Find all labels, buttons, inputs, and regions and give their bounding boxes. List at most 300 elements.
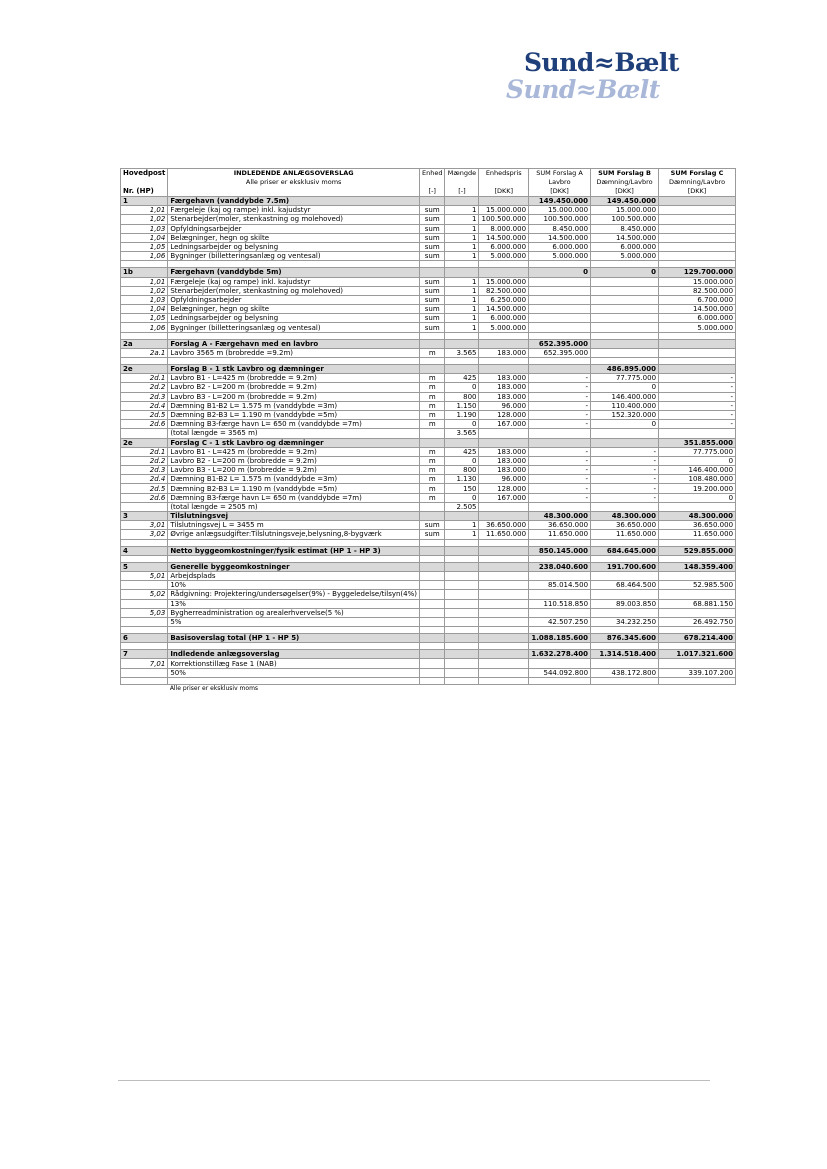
- cell-unit-price: [479, 512, 529, 521]
- cell-sum-c: -: [659, 410, 736, 419]
- cell-unit-price: [479, 571, 529, 580]
- cell-nr: 1,02: [121, 286, 168, 295]
- cell-unit-price: [479, 590, 529, 599]
- cell-description: Lavbro 3565 m (brobredde =9.2m): [168, 348, 420, 357]
- cell-sum-c: 26.492.750: [659, 617, 736, 626]
- table-row: [121, 466, 736, 475]
- table-row: [121, 484, 736, 493]
- cell-nr: [121, 261, 168, 268]
- cell-unit: [420, 268, 445, 277]
- cell-sum-b: 36.650.000: [591, 521, 659, 530]
- cell-sum-a: [529, 659, 591, 668]
- cell-nr: 1,03: [121, 295, 168, 304]
- cell-description: Belægninger, hegn og skilte: [168, 305, 420, 314]
- cell-unit: sum: [420, 242, 445, 251]
- cell-unit: [420, 332, 445, 339]
- table-row: [121, 571, 736, 580]
- cell-sum-a: 14.500.000: [529, 233, 591, 242]
- cell-unit: m: [420, 484, 445, 493]
- cell-quantity: [445, 512, 479, 521]
- cell-nr: 2d.3: [121, 466, 168, 475]
- cell-sum-b: -: [591, 484, 659, 493]
- cell-sum-c: 52.985.500: [659, 581, 736, 590]
- cell-sum-b: 438.172.800: [591, 668, 659, 677]
- cell-sum-c: [659, 224, 736, 233]
- cell-nr: 2d.4: [121, 401, 168, 410]
- cell-description: Lavbro B3 - L=200 m (brobredde = 9.2m): [168, 466, 420, 475]
- cell-quantity: 3.565: [445, 348, 479, 357]
- cell-unit: sum: [420, 305, 445, 314]
- table-row: [121, 659, 736, 668]
- cell-sum-b: 11.650.000: [591, 530, 659, 539]
- header-sum-a: SUM Forslag A Lavbro [DKK]: [529, 169, 591, 197]
- cell-unit-price: [479, 627, 529, 634]
- cell-quantity: [445, 627, 479, 634]
- cost-estimate-table: [120, 168, 736, 693]
- table-row: [121, 599, 736, 608]
- cell-sum-c: [659, 358, 736, 365]
- cell-sum-c: [659, 659, 736, 668]
- cell-description: Indledende anlægsoverslag: [168, 650, 420, 659]
- cell-nr: 1b: [121, 268, 168, 277]
- cell-sum-c: 129.700.000: [659, 268, 736, 277]
- cell-quantity: [445, 659, 479, 668]
- cell-sum-a: 1.632.278.400: [529, 650, 591, 659]
- spacer-row: [121, 555, 736, 562]
- cell-unit: m: [420, 447, 445, 456]
- cell-description: Lavbro B3 - L=200 m (brobredde = 9.2m): [168, 392, 420, 401]
- cell-description: [168, 677, 420, 684]
- cell-nr: 1,03: [121, 224, 168, 233]
- cell-description: Dæmning B3-færge havn L= 650 m (vanddybde =7m): [168, 493, 420, 502]
- cell-sum-b: 34.232.250: [591, 617, 659, 626]
- cell-sum-c: 0: [659, 456, 736, 465]
- cell-sum-b: [591, 339, 659, 348]
- cell-sum-a: 42.507.250: [529, 617, 591, 626]
- cell-sum-a: [529, 277, 591, 286]
- table-row: [121, 314, 736, 323]
- cell-nr: [121, 668, 168, 677]
- spacer-row: [121, 643, 736, 650]
- cell-sum-b: 149.450.000: [591, 197, 659, 206]
- table-row: [121, 493, 736, 502]
- cell-sum-a: [529, 305, 591, 314]
- cell-unit-price: [479, 429, 529, 438]
- cell-unit: [420, 512, 445, 521]
- cell-sum-a: -: [529, 466, 591, 475]
- cell-nr: 2d.4: [121, 475, 168, 484]
- cell-sum-b: [591, 261, 659, 268]
- cell-unit: [420, 365, 445, 374]
- cell-unit: [420, 650, 445, 659]
- cell-sum-a: 1.088.185.600: [529, 634, 591, 643]
- cell-description: Forslag A - Færgehavn med en lavbro: [168, 339, 420, 348]
- cell-sum-b: 8.450.000: [591, 224, 659, 233]
- cell-sum-a: [529, 286, 591, 295]
- cell-unit-price: 167.000: [479, 420, 529, 429]
- cell-unit: [420, 659, 445, 668]
- cell-sum-c: 15.000.000: [659, 277, 736, 286]
- table-row: [121, 392, 736, 401]
- cell-unit-price: 5.000.000: [479, 252, 529, 261]
- cell-unit: [420, 634, 445, 643]
- cell-unit: [420, 627, 445, 634]
- cell-nr: 5,01: [121, 571, 168, 580]
- cell-sum-b: [591, 555, 659, 562]
- cell-sum-b: [591, 295, 659, 304]
- cell-nr: 5: [121, 562, 168, 571]
- cell-sum-a: [529, 429, 591, 438]
- cell-unit: sum: [420, 286, 445, 295]
- cell-sum-a: 15.000.000: [529, 206, 591, 215]
- cell-unit: sum: [420, 206, 445, 215]
- cell-sum-a: 652.395.000: [529, 339, 591, 348]
- cell-sum-a: [529, 295, 591, 304]
- table-row: [121, 456, 736, 465]
- cell-unit: [420, 555, 445, 562]
- cell-quantity: [445, 365, 479, 374]
- cell-unit-price: 96.000: [479, 475, 529, 484]
- cell-unit: [420, 581, 445, 590]
- logo-wordmark: Sund≈Bælt: [524, 48, 679, 77]
- cell-nr: 7,01: [121, 659, 168, 668]
- cell-description: Rådgivning: Projektering/undersøgelser(9%) - Byggeledelse/tilsyn(4%): [168, 590, 420, 599]
- cell-sum-b: -: [591, 447, 659, 456]
- cell-quantity: [445, 617, 479, 626]
- cell-sum-b: -: [591, 493, 659, 502]
- cell-sum-b: [591, 677, 659, 684]
- table-row: [121, 590, 736, 599]
- cell-quantity: 1: [445, 224, 479, 233]
- cell-unit-price: 167.000: [479, 493, 529, 502]
- cell-unit: sum: [420, 277, 445, 286]
- cell-unit: [420, 261, 445, 268]
- cell-nr: 1,05: [121, 242, 168, 251]
- section-row: [121, 634, 736, 643]
- cell-unit-price: [479, 261, 529, 268]
- table-row: [121, 252, 736, 261]
- cell-sum-b: 146.400.000: [591, 392, 659, 401]
- cell-sum-a: [529, 627, 591, 634]
- cell-unit-price: [479, 268, 529, 277]
- table-row: [121, 608, 736, 617]
- cell-sum-b: [591, 539, 659, 546]
- cell-unit: sum: [420, 233, 445, 242]
- cell-quantity: 0: [445, 493, 479, 502]
- section-row: [121, 562, 736, 571]
- cell-unit-price: 128.000: [479, 484, 529, 493]
- cell-sum-b: 14.500.000: [591, 233, 659, 242]
- cell-description: Stenarbejder(moler, stenkastning og molehoved): [168, 215, 420, 224]
- cell-sum-a: [529, 555, 591, 562]
- spacer-row: [121, 677, 736, 684]
- cell-sum-a: -: [529, 447, 591, 456]
- cell-unit: [420, 571, 445, 580]
- cell-description: Opfyldningsarbejder: [168, 295, 420, 304]
- header-sum-c: SUM Forslag C Dæmning/Lavbro [DKK]: [659, 169, 736, 197]
- cell-quantity: 3.565: [445, 429, 479, 438]
- cell-unit-price: 6.250.000: [479, 295, 529, 304]
- cell-sum-c: 0: [659, 493, 736, 502]
- cell-sum-c: [659, 348, 736, 357]
- cell-description: Færgehavn (vanddybde 7.5m): [168, 197, 420, 206]
- table-row: [121, 521, 736, 530]
- header-maengde: Mængde [-]: [445, 169, 479, 197]
- cell-unit: [420, 608, 445, 617]
- cell-sum-c: 6.700.000: [659, 295, 736, 304]
- cell-unit: sum: [420, 252, 445, 261]
- cell-quantity: [445, 268, 479, 277]
- cell-sum-c: [659, 502, 736, 511]
- cell-unit-price: 183.000: [479, 374, 529, 383]
- cell-unit-price: [479, 581, 529, 590]
- cell-quantity: 1: [445, 314, 479, 323]
- cell-sum-c: 351.855.000: [659, 438, 736, 447]
- cell-unit: [420, 617, 445, 626]
- cell-unit: sum: [420, 521, 445, 530]
- cell-sum-b: 1.314.518.400: [591, 650, 659, 659]
- cell-description: Færgeleje (kaj og rampe) inkl. kajudstyr: [168, 206, 420, 215]
- cell-quantity: [445, 581, 479, 590]
- cell-sum-c: [659, 332, 736, 339]
- cell-sum-c: 82.500.000: [659, 286, 736, 295]
- cell-quantity: 0: [445, 456, 479, 465]
- cell-unit-price: 128.000: [479, 410, 529, 419]
- cell-sum-b: [591, 608, 659, 617]
- cell-unit-price: 6.000.000: [479, 314, 529, 323]
- cell-unit: [420, 197, 445, 206]
- cell-sum-a: [529, 590, 591, 599]
- cell-sum-c: 77.775.000: [659, 447, 736, 456]
- cell-sum-a: -: [529, 475, 591, 484]
- cell-nr: [121, 332, 168, 339]
- section-row: [121, 438, 736, 447]
- cell-description: Dæmning B1-B2 L= 1.575 m (vanddybde =3m): [168, 475, 420, 484]
- cell-sum-a: -: [529, 484, 591, 493]
- cell-sum-c: [659, 539, 736, 546]
- cell-quantity: [445, 599, 479, 608]
- cell-description: Dæmning B2-B3 L= 1.190 m (vanddybde =5m): [168, 484, 420, 493]
- section-row: [121, 197, 736, 206]
- cell-unit: m: [420, 383, 445, 392]
- cell-sum-b: [591, 571, 659, 580]
- cell-sum-b: [591, 429, 659, 438]
- cell-nr: 2d.5: [121, 410, 168, 419]
- cell-sum-a: -: [529, 401, 591, 410]
- cell-sum-a: [529, 365, 591, 374]
- cell-unit-price: [479, 539, 529, 546]
- cell-quantity: [445, 677, 479, 684]
- cell-description: Tilslutningsvej L = 3455 m: [168, 521, 420, 530]
- table-row: [121, 348, 736, 357]
- cell-sum-b: [591, 314, 659, 323]
- cell-description: 5%: [168, 617, 420, 626]
- cell-sum-a: 110.518.850: [529, 599, 591, 608]
- cell-unit: m: [420, 493, 445, 502]
- cell-unit-price: [479, 634, 529, 643]
- cell-description: Arbejdsplads: [168, 571, 420, 580]
- cell-sum-a: [529, 261, 591, 268]
- footnote: Alle priser er eksklusiv moms: [169, 684, 259, 692]
- cell-description: [168, 358, 420, 365]
- cell-sum-a: -: [529, 392, 591, 401]
- cell-nr: 3: [121, 512, 168, 521]
- section-row: [121, 268, 736, 277]
- cell-quantity: [445, 634, 479, 643]
- table-row: [121, 668, 736, 677]
- cell-quantity: 1: [445, 323, 479, 332]
- footnote-row: [121, 684, 736, 693]
- cell-sum-c: 148.359.400: [659, 562, 736, 571]
- cell-quantity: [445, 197, 479, 206]
- cell-nr: 6: [121, 634, 168, 643]
- table-row: [121, 429, 736, 438]
- cell-sum-a: [529, 358, 591, 365]
- cell-unit-price: 6.000.000: [479, 242, 529, 251]
- cell-description: Netto byggeomkostninger/fysik estimat (HP 1 - HP 3): [168, 546, 420, 555]
- cell-sum-a: -: [529, 374, 591, 383]
- cell-description: [168, 627, 420, 634]
- cell-quantity: 1: [445, 252, 479, 261]
- cell-sum-a: 6.000.000: [529, 242, 591, 251]
- cell-sum-b: -: [591, 456, 659, 465]
- cell-sum-c: -: [659, 401, 736, 410]
- cell-sum-b: 486.895.000: [591, 365, 659, 374]
- cell-description: Stenarbejder(moler, stenkastning og molehoved): [168, 286, 420, 295]
- cell-sum-c: 5.000.000: [659, 323, 736, 332]
- cell-quantity: 0: [445, 383, 479, 392]
- cell-sum-b: [591, 438, 659, 447]
- cell-quantity: 800: [445, 392, 479, 401]
- cell-description: (total længde = 2505 m): [168, 502, 420, 511]
- cell-quantity: 1: [445, 295, 479, 304]
- cell-nr: 2e: [121, 365, 168, 374]
- cell-quantity: 1: [445, 521, 479, 530]
- cell-quantity: 1: [445, 206, 479, 215]
- cell-unit: [420, 502, 445, 511]
- cell-sum-c: [659, 215, 736, 224]
- cell-unit: m: [420, 392, 445, 401]
- table-row: [121, 410, 736, 419]
- cell-quantity: [445, 332, 479, 339]
- cell-unit-price: [479, 438, 529, 447]
- cell-description: Øvrige anlægsudgifter:Tilslutningsveje,belysning,8-bygværk: [168, 530, 420, 539]
- cell-sum-a: [529, 438, 591, 447]
- cell-description: Lavbro B2 - L=200 m (brobredde = 9.2m): [168, 383, 420, 392]
- cell-sum-b: [591, 643, 659, 650]
- spacer-row: [121, 358, 736, 365]
- cell-sum-c: [659, 261, 736, 268]
- cell-nr: 1,04: [121, 233, 168, 242]
- cell-quantity: 1: [445, 215, 479, 224]
- cell-nr: 2d.6: [121, 493, 168, 502]
- footer-divider: [118, 1080, 710, 1081]
- cell-sum-a: 850.145.000: [529, 546, 591, 555]
- cell-quantity: [445, 539, 479, 546]
- cell-description: Forslag B - 1 stk Lavbro og dæmninger: [168, 365, 420, 374]
- cell-sum-b: 77.775.000: [591, 374, 659, 383]
- table-row: [121, 215, 736, 224]
- table-row: [121, 295, 736, 304]
- cell-description: Ledningsarbejder og belysning: [168, 242, 420, 251]
- cell-description: Belægninger, hegn og skilte: [168, 233, 420, 242]
- cell-sum-a: 149.450.000: [529, 197, 591, 206]
- cell-unit-price: [479, 643, 529, 650]
- cell-unit-price: [479, 677, 529, 684]
- cell-nr: 2d.2: [121, 383, 168, 392]
- cell-quantity: 1: [445, 530, 479, 539]
- cell-quantity: [445, 358, 479, 365]
- cell-unit: [420, 668, 445, 677]
- header-enhed: Enhed [-]: [420, 169, 445, 197]
- cell-description: Lavbro B2 - L=200 m (brobredde = 9.2m): [168, 456, 420, 465]
- cell-sum-a: 544.092.800: [529, 668, 591, 677]
- cell-sum-c: [659, 643, 736, 650]
- cell-unit-price: 15.000.000: [479, 206, 529, 215]
- cell-quantity: [445, 339, 479, 348]
- cell-unit-price: [479, 358, 529, 365]
- section-row: [121, 339, 736, 348]
- cell-sum-a: 652.395.000: [529, 348, 591, 357]
- cell-sum-c: 678.214.400: [659, 634, 736, 643]
- cell-sum-b: 152.320.000: [591, 410, 659, 419]
- cell-unit: [420, 429, 445, 438]
- cell-description: [168, 555, 420, 562]
- cell-nr: 4: [121, 546, 168, 555]
- cell-unit-price: [479, 332, 529, 339]
- cell-unit-price: 183.000: [479, 348, 529, 357]
- spacer-row: [121, 332, 736, 339]
- cell-sum-c: 146.400.000: [659, 466, 736, 475]
- cell-sum-a: -: [529, 493, 591, 502]
- cell-description: Bygninger (billetteringsanlæg og ventesal): [168, 323, 420, 332]
- cell-nr: 2d.1: [121, 447, 168, 456]
- cell-nr: [121, 555, 168, 562]
- cell-sum-c: 529.855.000: [659, 546, 736, 555]
- cell-description: 10%: [168, 581, 420, 590]
- cell-unit: sum: [420, 215, 445, 224]
- cell-sum-a: 8.450.000: [529, 224, 591, 233]
- cell-unit-price: 183.000: [479, 466, 529, 475]
- cell-unit-price: 8.000.000: [479, 224, 529, 233]
- cell-description: Dæmning B3-færge havn L= 650 m (vanddybde =7m): [168, 420, 420, 429]
- cell-quantity: [445, 650, 479, 659]
- cell-sum-c: 108.480.000: [659, 475, 736, 484]
- cell-quantity: [445, 438, 479, 447]
- cell-unit-price: [479, 339, 529, 348]
- cell-unit-price: 100.500.000: [479, 215, 529, 224]
- cell-unit: m: [420, 420, 445, 429]
- cell-sum-a: -: [529, 456, 591, 465]
- cell-nr: 1,02: [121, 215, 168, 224]
- cell-sum-a: -: [529, 410, 591, 419]
- table-row: [121, 233, 736, 242]
- table-row: [121, 305, 736, 314]
- table-row: [121, 224, 736, 233]
- cell-sum-c: [659, 206, 736, 215]
- table-row: [121, 206, 736, 215]
- cell-sum-a: 36.650.000: [529, 521, 591, 530]
- table-row: [121, 530, 736, 539]
- cell-nr: 1,04: [121, 305, 168, 314]
- cell-sum-c: [659, 252, 736, 261]
- cell-nr: 1,06: [121, 323, 168, 332]
- cell-sum-c: [659, 555, 736, 562]
- cell-unit-price: [479, 668, 529, 677]
- cell-unit: [420, 562, 445, 571]
- cell-sum-c: 6.000.000: [659, 314, 736, 323]
- cell-sum-b: [591, 358, 659, 365]
